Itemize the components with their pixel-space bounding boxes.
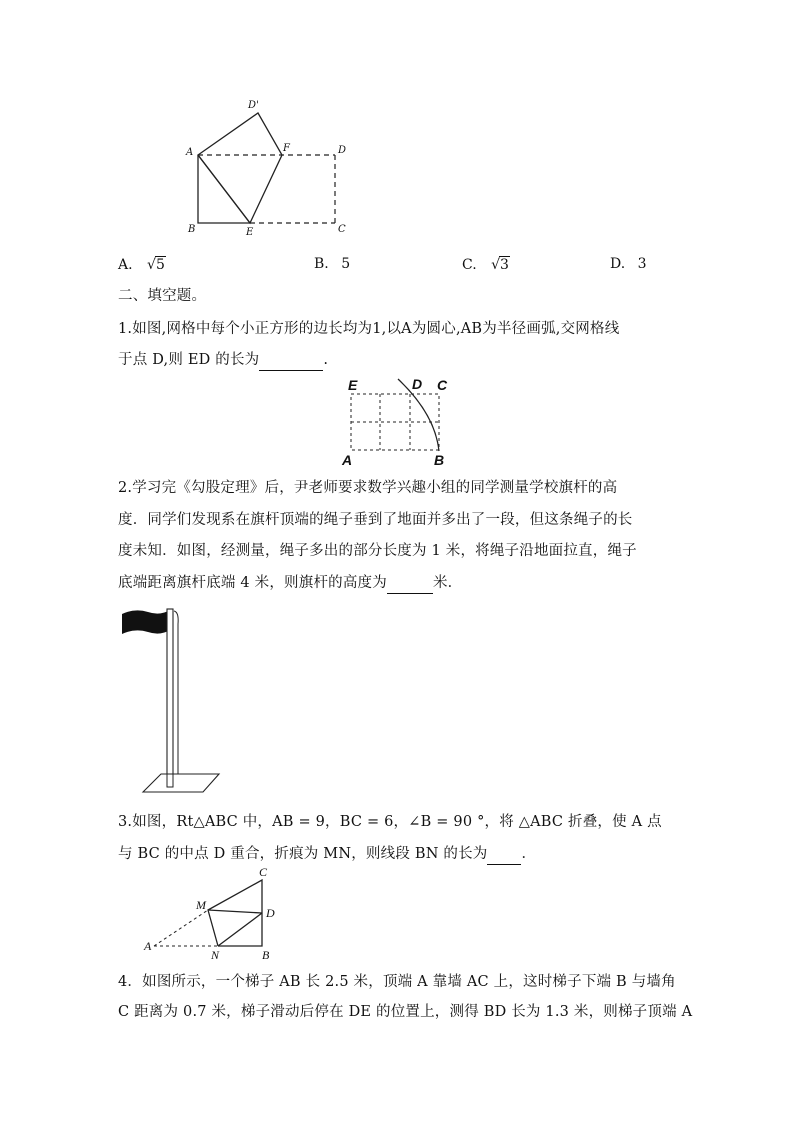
- option-c: [462, 256, 510, 273]
- label-b: B: [434, 452, 445, 468]
- q1-line2-end: .: [323, 352, 329, 368]
- q3-line2-text: 与 BC 的中点 D 重合，折痕为 MN，则线段 BN 的长为: [118, 846, 488, 862]
- option-a: [118, 256, 166, 273]
- q1-line2-text: 于点 D,则 ED 的长为: [118, 352, 260, 368]
- q1-line1: 1.如图,网格中每个小正方形的边长均为1,以A为圆心,AB为半径画弧,交网格线: [118, 321, 620, 337]
- label-e: E: [246, 227, 254, 238]
- label-a: A: [342, 452, 353, 468]
- q3-line1: 3.如图，Rt△ABC 中，AB = 9，BC = 6，∠B = 90 °，将 △ABC 折叠，使 A 点: [118, 814, 662, 830]
- label-b: B: [262, 948, 270, 961]
- option-b: [314, 256, 350, 272]
- option-a-value: 5: [155, 257, 165, 273]
- label-d: D: [266, 906, 275, 920]
- option-d-value: 3: [637, 256, 647, 272]
- q4-line2: C 距离为 0.7 米，梯子滑动后停在 DE 的位置上，测得 BD 长为 1.3 米，则梯子顶端 A: [118, 1004, 693, 1020]
- q3-line2: [118, 844, 536, 865]
- sqrt-symbol: √5: [147, 257, 165, 273]
- label-d: D: [338, 145, 347, 156]
- label-b: B: [188, 224, 196, 235]
- option-c-value: 3: [500, 257, 509, 273]
- q2-line3: 度未知．如图，经测量，绳子多出的部分长度为 1 米，将绳子沿地面拉直，绳子: [118, 543, 637, 559]
- label-m: M: [196, 898, 206, 912]
- answer-blank: [387, 573, 433, 594]
- triangle-fold-figure: [140, 866, 280, 961]
- sqrt-symbol: √3: [491, 257, 509, 273]
- label-n: N: [211, 948, 220, 961]
- q2-line1: 2.学习完《勾股定理》后，尹老师要求数学兴趣小组的同学测量学校旗杆的高: [118, 480, 618, 496]
- option-d: [610, 256, 647, 272]
- label-a: A: [144, 939, 152, 953]
- q4-line1: 4．如图所示，一个梯子 AB 长 2.5 米，顶端 A 靠墙 AC 上，这时梯子下端 B 与墙角: [118, 974, 676, 990]
- q2-line4-end: 米．: [432, 575, 463, 591]
- q2-line2: 度．同学们发现系在旗杆顶端的绳子垂到了地面并多出了一段，但这条绳子的长: [118, 512, 633, 528]
- label-c: C: [437, 377, 448, 393]
- q1-line2: [118, 350, 328, 371]
- label-c: C: [338, 224, 346, 235]
- label-d-prime: D': [248, 100, 259, 111]
- label-e: E: [348, 377, 358, 393]
- grid-arc-figure: [340, 374, 460, 469]
- label-c: C: [259, 866, 268, 879]
- section-title: 二、填空题。: [118, 288, 207, 304]
- option-a-letter: A.: [118, 257, 133, 273]
- option-c-letter: C.: [462, 257, 477, 273]
- label-a: A: [186, 147, 194, 158]
- answer-blank: [487, 844, 521, 865]
- option-b-value: 5: [341, 256, 351, 272]
- folded-rectangle-figure: [180, 95, 360, 240]
- label-d: D: [412, 376, 423, 392]
- flagpole-figure: [115, 606, 225, 801]
- answer-blank: [259, 350, 323, 371]
- q3-line2-end: ．: [521, 846, 537, 862]
- q2-line4: [118, 573, 462, 594]
- option-d-letter: D.: [610, 256, 626, 272]
- q2-line4-text: 底端距离旗杆底端 4 米，则旗杆的高度为: [118, 575, 387, 591]
- label-f: F: [283, 143, 290, 154]
- option-b-letter: B.: [314, 256, 329, 272]
